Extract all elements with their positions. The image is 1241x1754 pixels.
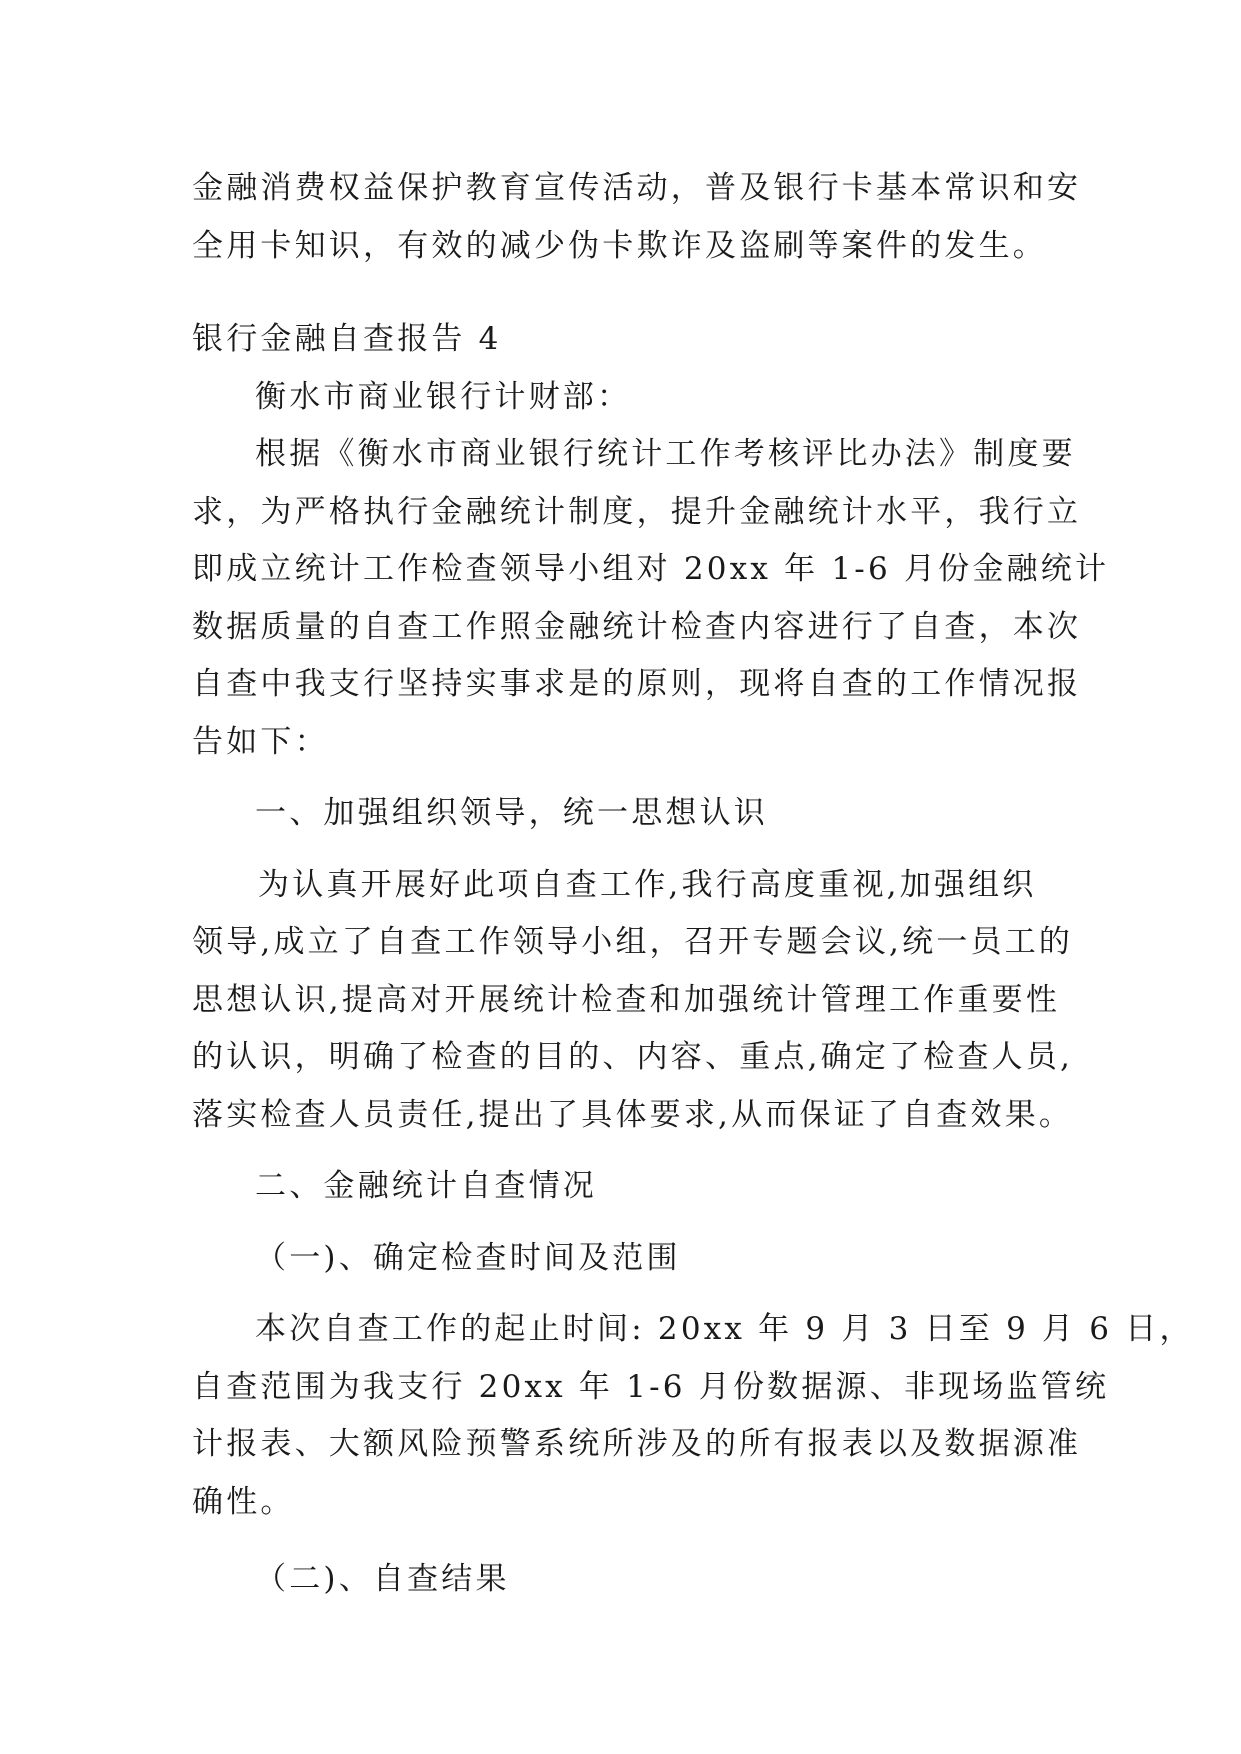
para2-line-1: 为认真开展好此项自查工作,我行高度重视,加强组织	[258, 866, 1037, 903]
para2-line-5: 落实检查人员责任,提出了具体要求,从而保证了自查效果。	[192, 1096, 1074, 1133]
para3-line-2: 自查范围为我支行 20xx 年 1-6 月份数据源、非现场监管统	[192, 1368, 1110, 1405]
para1-line-5: 自查中我支行坚持实事求是的原则，现将自查的工作情况报	[192, 666, 1082, 702]
para1-line-3: 即成立统计工作检查领导小组对 20xx 年 1-6 月份金融统计	[192, 551, 1110, 587]
para2-line-2: 领导,成立了自查工作领导小组，召开专题会议,统一员工的	[192, 924, 1074, 960]
para2-line-3: 思想认识,提高对开展统计检查和加强统计管理工作重要性	[192, 981, 1061, 1018]
para2-line-4: 的认识，明确了检查的目的、内容、重点,确定了检查人员,	[192, 1039, 1074, 1075]
para3-line-4: 确性。	[192, 1483, 295, 1520]
section-title: 银行金融自查报告 4	[192, 321, 502, 357]
para1-line-4: 数据质量的自查工作照金融统计检查内容进行了自查，本次	[192, 608, 1082, 645]
para3-line-1: 本次自查工作的起止时间: 20xx 年 9 月 3 日至 9 月 6 日，	[255, 1311, 1194, 1347]
subheading-2: （二)、自查结果	[255, 1561, 510, 1597]
intro-line-2: 全用卡知识，有效的减少伪卡欺诈及盗刷等案件的发生。	[192, 227, 1047, 264]
para1-line-2: 求，为严格执行金融统计制度，提升金融统计水平，我行立	[192, 493, 1082, 530]
para3-line-3: 计报表、大额风险预警系统所涉及的所有报表以及数据源准	[192, 1426, 1082, 1462]
intro-line-1: 金融消费权益保护教育宣传活动，普及银行卡基本常识和安	[192, 170, 1082, 206]
subheading-1: （一)、确定检查时间及范围	[255, 1239, 681, 1276]
para1-line-6: 告如下：	[192, 723, 329, 760]
para1-line-1: 根据《衡水市商业银行统计工作考核评比办法》制度要	[255, 436, 1076, 472]
heading-1: 一、加强组织领导，统一思想认识	[255, 795, 768, 831]
document-body	[192, 160, 1194, 1609]
heading-2: 二、金融统计自查情况	[255, 1168, 597, 1204]
addressee: 衡水市商业银行计财部：	[255, 378, 632, 415]
